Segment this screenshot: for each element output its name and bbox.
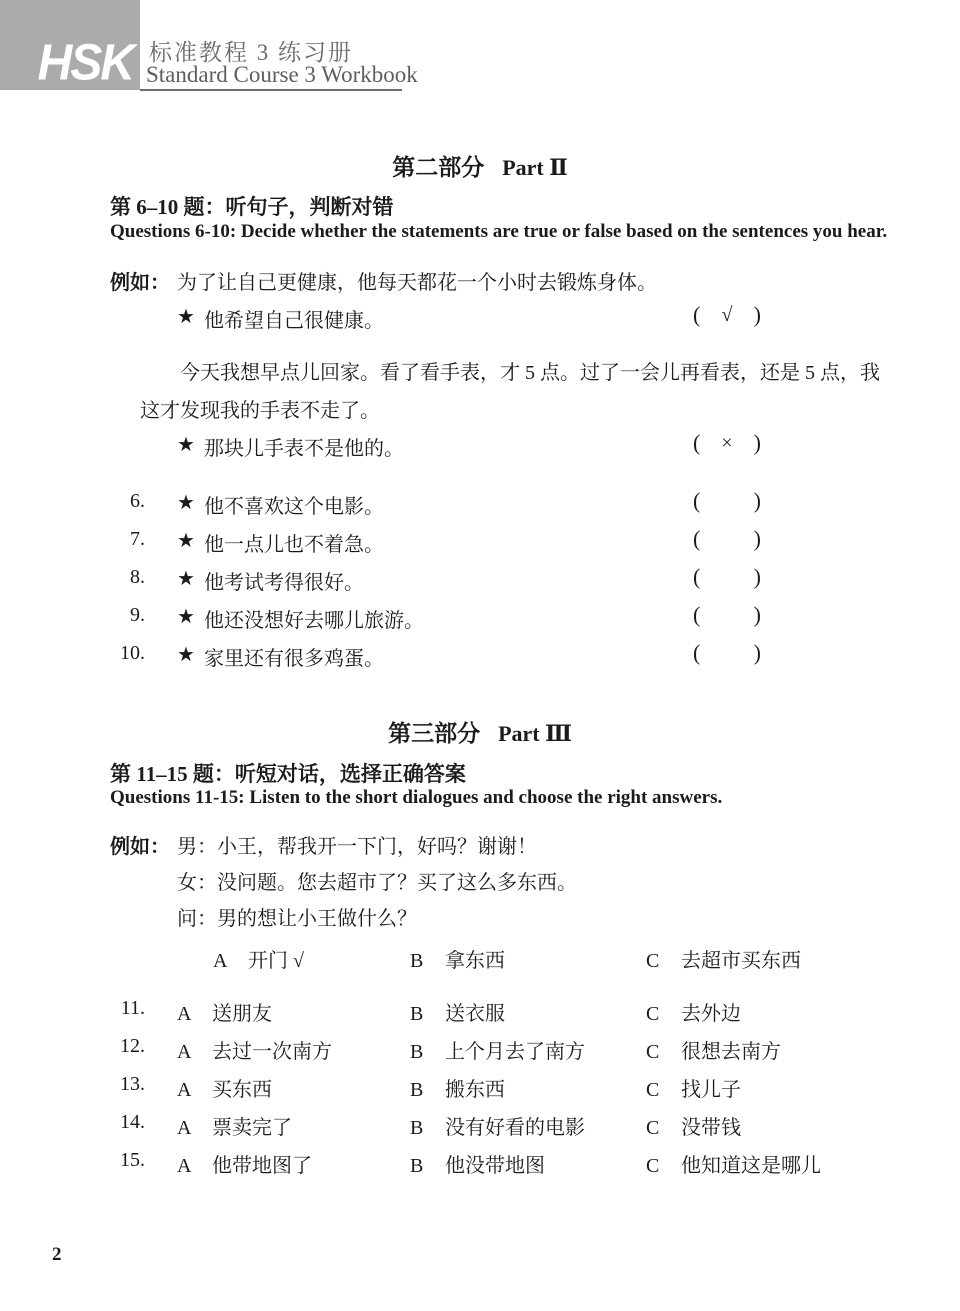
- part3-instruction-en: Questions 11-15: Listen to the short dialogues and choose the right answers.: [110, 787, 723, 808]
- option-c: [646, 1111, 741, 1140]
- option-a: [177, 1111, 292, 1140]
- check-mark: √: [721, 303, 733, 326]
- question-row-8: [0, 566, 960, 594]
- paren-close-icon: ): [753, 602, 761, 627]
- option-a: [177, 997, 272, 1026]
- part2-instruction-zh: 第 6–10 题：听句子，判断对错: [110, 195, 394, 219]
- option-letter: B: [410, 1079, 424, 1101]
- part2-example1-audio-row: [0, 266, 960, 294]
- option-a: [177, 1149, 312, 1178]
- option-letter: C: [646, 1079, 660, 1101]
- option-a: [177, 1035, 332, 1064]
- paren-open-icon: (: [693, 430, 701, 455]
- question-number: 14.: [120, 1111, 145, 1133]
- question-row-6: [0, 490, 960, 518]
- question-statement: 他不喜欢这个电影。: [204, 496, 384, 518]
- option-letter: C: [646, 950, 660, 972]
- option-text: 很想去南方: [681, 1041, 781, 1063]
- option-text: 他没带地图: [445, 1155, 545, 1177]
- option-letter: A: [213, 950, 228, 972]
- option-letter: A: [177, 1155, 192, 1177]
- option-letter: B: [410, 1117, 424, 1139]
- option-text: 他带地图了: [212, 1155, 312, 1177]
- option-a: [177, 1073, 272, 1102]
- option-text: 上个月去了南方: [445, 1041, 585, 1063]
- question-number: 10.: [120, 642, 145, 664]
- option-text: 买东西: [212, 1079, 272, 1101]
- option-c: [646, 1035, 781, 1064]
- option-b: [410, 1073, 505, 1102]
- part3-heading: [0, 715, 960, 748]
- paren-open-icon: (: [693, 302, 701, 327]
- answer-blank: [693, 564, 761, 590]
- option-letter: C: [646, 1041, 660, 1063]
- title-underline: [140, 89, 402, 91]
- option-c: [646, 1073, 741, 1102]
- workbook-title-zh: 标准教程 3 练习册: [149, 40, 353, 65]
- paren-close-icon: ): [753, 526, 761, 551]
- option-b: [410, 1035, 585, 1064]
- example-label: 例如：: [110, 836, 170, 858]
- option-text: 他知道这是哪儿: [681, 1155, 821, 1177]
- option-text: 找儿子: [681, 1079, 741, 1101]
- option-text: 票卖完了: [212, 1117, 292, 1139]
- option-letter: C: [646, 1003, 660, 1025]
- option-text: 送衣服: [445, 1003, 505, 1025]
- question-number: 15.: [120, 1149, 145, 1171]
- option-letter: B: [410, 950, 424, 972]
- question-number: 13.: [120, 1073, 145, 1095]
- question-row-10: [0, 642, 960, 670]
- question-number: 12.: [120, 1035, 145, 1057]
- star-icon: ★: [177, 434, 195, 456]
- star-icon: ★: [177, 492, 195, 514]
- paren-close-icon: ): [753, 564, 761, 589]
- star-icon: ★: [177, 530, 195, 552]
- paren-close-icon: ): [753, 430, 761, 455]
- example-audio-text: 为了让自己更健康，他每天都花一个小时去锻炼身体。: [177, 272, 657, 294]
- option-text: 去超市买东西: [681, 950, 801, 972]
- option-text: 没带钱: [681, 1117, 741, 1139]
- question-row-11: [0, 997, 960, 1025]
- paren-open-icon: (: [693, 488, 701, 513]
- example-statement: 他希望自己很健康。: [204, 310, 384, 332]
- option-b: [410, 997, 505, 1026]
- paren-close-icon: ): [753, 302, 761, 327]
- page-number: 2: [52, 1244, 62, 1265]
- option-b: [410, 1149, 545, 1178]
- question-number: 9.: [130, 604, 145, 626]
- part2-example1-statement-row: [0, 304, 960, 332]
- dialogue-line: 男：小王，帮我开一下门，好吗？谢谢！: [177, 836, 537, 858]
- part2-heading-en: Part Ⅱ: [502, 155, 568, 180]
- option-letter: B: [410, 1041, 424, 1063]
- option-text: 去过一次南方: [212, 1041, 332, 1063]
- part2-instruction-en: Questions 6-10: Decide whether the statements are true or false based on the sentences you hear.: [110, 221, 888, 242]
- question-row-12: [0, 1035, 960, 1063]
- star-icon: ★: [177, 568, 195, 590]
- paren-open-icon: (: [693, 526, 701, 551]
- part2-example2-audio-line1: 今天我想早点儿回家。看了看手表，才 5 点。过了一会儿再看表，还是 5 点，我: [180, 362, 880, 384]
- question-row-9: [0, 604, 960, 632]
- part2-heading: [0, 149, 960, 182]
- option-text: 送朋友: [212, 1003, 272, 1025]
- option-letter: C: [646, 1155, 660, 1177]
- part3-example-dialogue-row-3: [0, 902, 960, 930]
- paren-close-icon: ): [753, 640, 761, 665]
- star-icon: ★: [177, 306, 195, 328]
- part3-heading-zh: 第三部分: [388, 721, 481, 746]
- paren-open-icon: (: [693, 564, 701, 589]
- part3-example-options-row: [0, 944, 960, 972]
- star-icon: ★: [177, 606, 195, 628]
- question-row-14: [0, 1111, 960, 1139]
- option-text: 开门 √: [248, 950, 304, 972]
- answer-blank: [693, 602, 761, 628]
- question-row-7: [0, 528, 960, 556]
- question-row-13: [0, 1073, 960, 1101]
- part2-example2-audio-line2: 这才发现我的手表不走了。: [140, 400, 380, 422]
- paren-close-icon: ): [753, 488, 761, 513]
- part2-example2-statement-row: [0, 432, 960, 460]
- part3-heading-en: Part Ⅲ: [498, 721, 572, 746]
- example-label: 例如：: [110, 272, 170, 294]
- example-option-c: [646, 944, 801, 973]
- option-letter: B: [410, 1155, 424, 1177]
- example-statement: 那块儿手表不是他的。: [204, 438, 404, 460]
- question-statement: 他还没想好去哪儿旅游。: [204, 610, 424, 632]
- hsk-logo: HSK: [37, 34, 133, 92]
- option-letter: A: [177, 1117, 192, 1139]
- option-letter: A: [177, 1079, 192, 1101]
- question-number: 11.: [120, 997, 145, 1019]
- answer-blank: [693, 526, 761, 552]
- answer-blank: [693, 302, 761, 328]
- option-c: [646, 997, 741, 1026]
- dialogue-line: 女：没问题。您去超市了？买了这么多东西。: [177, 872, 577, 894]
- option-text: 拿东西: [445, 950, 505, 972]
- paren-open-icon: (: [693, 640, 701, 665]
- answer-blank: [693, 640, 761, 666]
- question-number: 8.: [130, 566, 145, 588]
- question-statement: 家里还有很多鸡蛋。: [204, 648, 384, 670]
- part2-heading-zh: 第二部分: [392, 155, 485, 180]
- option-letter: A: [177, 1003, 192, 1025]
- part3-instruction-zh: 第 11–15 题：听短对话，选择正确答案: [110, 762, 466, 786]
- part3-example-dialogue-row-1: [0, 830, 960, 858]
- answer-blank: [693, 430, 761, 456]
- cross-mark: ×: [721, 431, 733, 454]
- star-icon: ★: [177, 644, 195, 666]
- example-option-b: [410, 944, 505, 973]
- question-number: 6.: [130, 490, 145, 512]
- option-text: 去外边: [681, 1003, 741, 1025]
- option-text: 搬东西: [445, 1079, 505, 1101]
- hsk-logo-box: [0, 0, 140, 90]
- dialogue-line: 问：男的想让小王做什么？: [177, 908, 417, 930]
- part3-example-dialogue-row-2: [0, 866, 960, 894]
- answer-blank: [693, 488, 761, 514]
- example-option-a: [213, 944, 304, 973]
- option-letter: A: [177, 1041, 192, 1063]
- paren-open-icon: (: [693, 602, 701, 627]
- option-b: [410, 1111, 585, 1140]
- option-letter: C: [646, 1117, 660, 1139]
- workbook-title-en: Standard Course 3 Workbook: [146, 62, 418, 87]
- option-text: 没有好看的电影: [445, 1117, 585, 1139]
- question-statement: 他一点儿也不着急。: [204, 534, 384, 556]
- question-row-15: [0, 1149, 960, 1177]
- option-letter: B: [410, 1003, 424, 1025]
- option-c: [646, 1149, 821, 1178]
- question-number: 7.: [130, 528, 145, 550]
- question-statement: 他考试考得很好。: [204, 572, 364, 594]
